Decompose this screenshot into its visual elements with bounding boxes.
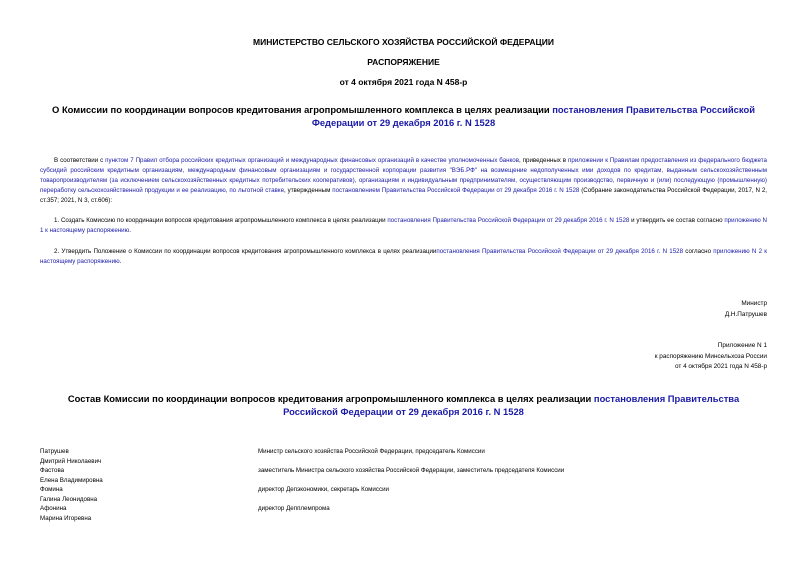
- signature-position: Министр: [741, 300, 767, 307]
- preamble-link-appendix-rules[interactable]: приложении к Правилам предоставления из федерального бюджета субсидий российским кредитным организациям, международным финансовым организациям и государственной корпорации развития "ВЭБ.РФ" на возмещение недополученных ими доходов по кредитам, выданным сельскохозяйственным товаропроизводителям (за исключением сельскохозяйственных кредитных потребительских кооперативов), организациям и индивидуальным предпринимателям, осуществляющим производство, первичную и (или) последующую (промышленную) переработку сельскохозяйственной продукции и ее реализацию, по льготной ставке: [40, 157, 767, 195]
- appendix-to-order: к распоряжению Минсельхоза России: [654, 352, 767, 360]
- appendix-number: Приложение N 1: [717, 342, 767, 349]
- document-title-text: О Комиссии по координации вопросов кредитования агропромышленного комплекса в целях реализации: [52, 104, 553, 115]
- preamble-text-3: , утвержденным: [284, 187, 333, 195]
- preamble-text-1: В соответствии с: [54, 157, 106, 164]
- member-name: [40, 504, 91, 523]
- item-1-text-2: и утвердить ее состав согласно: [629, 217, 725, 224]
- item-1-link-resolution[interactable]: постановления Правительства Российской Федерации от 29 декабря 2016 г. N 1528: [387, 217, 630, 224]
- member-surname: Фастова: [40, 467, 65, 474]
- member-position: директор Депэкономики, секретарь Комиссии: [258, 486, 389, 493]
- appendix-date: от 4 октября 2021 года N 458-р: [674, 363, 767, 370]
- item-1-paragraph: [40, 216, 767, 236]
- member-surname: Афонина: [40, 505, 67, 512]
- item-2-link-appendix-2[interactable]: приложению N 2 к настоящему распоряжению: [40, 248, 767, 266]
- composition-title: [40, 393, 767, 418]
- ministry-heading: МИНИСТЕРСТВО СЕЛЬСКОГО ХОЗЯЙСТВА РОССИЙСКОЙ ФЕДЕРАЦИИ: [253, 37, 554, 47]
- document-title: [40, 104, 767, 129]
- signature-block: [725, 299, 767, 320]
- member-given-names: Дмитрий Николаевич: [40, 457, 102, 465]
- item-1-text-1: 1. Создать Комиссию по координации вопросов кредитования агропромышленного комплекса в целях реализации: [54, 217, 388, 224]
- item-2-text-2: согласно: [683, 248, 714, 255]
- preamble-link-rules-point7[interactable]: пунктом 7 Правил отбора российских кредитных организаций и международных финансовых организаций в качестве уполномоченных банков: [105, 157, 519, 164]
- member-surname: Патрушев: [40, 448, 69, 455]
- member-name: [40, 466, 103, 485]
- preamble-link-resolution-1528[interactable]: постановлением Правительства Российской Федерации от 29 декабря 2016 г. N 1528: [332, 187, 580, 195]
- preamble-text-2: , приведенных в: [519, 157, 569, 164]
- item-2-paragraph: [40, 247, 767, 267]
- member-given-names: Елена Владимировна: [40, 476, 103, 484]
- member-given-names: Галина Леонидовна: [40, 495, 98, 503]
- composition-title-text: Состав Комиссии по координации вопросов кредитования агропромышленного комплекса в целях реализации: [67, 393, 594, 404]
- preamble-text-4: (Собрание законодательства Российской Федерации, 2017, N 2, ст.357; 2021, N 3, ст.606):: [40, 187, 767, 205]
- member-position: Министр сельского хозяйства Российской Федерации, председатель Комиссии: [258, 448, 485, 455]
- member-name: [40, 447, 101, 466]
- appendix-reference: [655, 341, 767, 373]
- preamble-paragraph: [40, 156, 767, 206]
- item-2-text-1: 2. Утвердить Положение о Комиссии по координации вопросов кредитования агропромышленного комплекса в целях реализации: [54, 248, 437, 255]
- document-date-number: от 4 октября 2021 года N 458-р: [339, 77, 468, 87]
- member-name: [40, 485, 97, 504]
- item-2-link-resolution[interactable]: постановления Правительства Российской Федерации от 29 декабря 2016 г. N 1528: [436, 248, 684, 255]
- signature-name: Д.Н.Патрушев: [724, 310, 767, 318]
- member-given-names: Марина Игоревна: [40, 514, 92, 522]
- item-2-text-3: .: [119, 258, 122, 266]
- document-type: РАСПОРЯЖЕНИЕ: [367, 57, 440, 67]
- composition-title-link[interactable]: постановления Правительства Российской Федерации от 29 декабря 2016 г. N 1528: [283, 393, 740, 417]
- item-1-link-appendix-1[interactable]: приложению N 1 к настоящему распоряжению: [40, 217, 767, 235]
- member-position: заместитель Министра сельского хозяйства Российской Федерации, заместитель председателя Комиссии: [258, 467, 565, 474]
- item-1-text-3: .: [129, 227, 132, 235]
- member-position: директор Депплемпрома: [258, 505, 330, 512]
- member-surname: Фомина: [40, 486, 63, 493]
- document-title-link[interactable]: постановления Правительства Российской Федерации от 29 декабря 2016 г. N 1528: [311, 104, 755, 128]
